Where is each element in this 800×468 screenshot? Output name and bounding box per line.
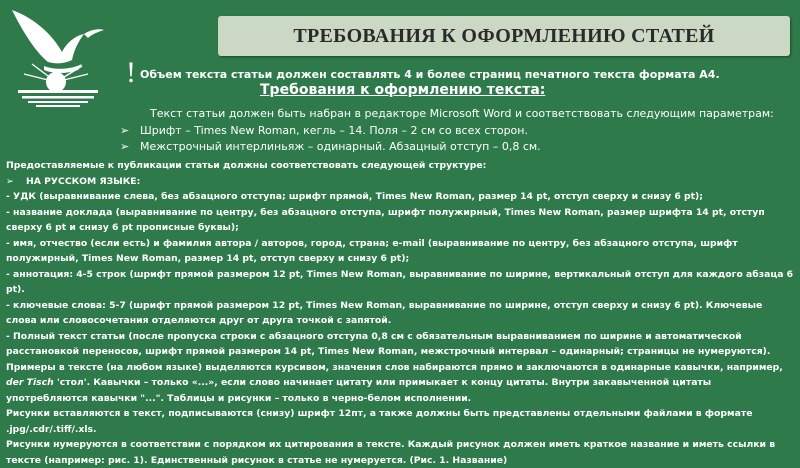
req-line-title: - название доклада (выравнивание по центру, без абзацного отступа, шрифт полужирный, Times New Roman, размер шрифта 14 pt, отступ сверху 6 pt и снизу 6 pt прописные буквы); [6,206,765,233]
formatting-subtitle: Требования к оформлению текста: [260,82,546,98]
volume-requirement: Объем текста статьи должен составлять 4 и более страниц печатного текста формата А4. [140,68,720,81]
arrow-bullet-icon: ➢ [120,124,130,137]
req-line-fulltext: - Полный текст статьи (после пропуска строки с абзацного отступа 0,8 см с обязательным выравниванием по ширине и автоматической расстановкой переносов, шрифт прямой размером 14 pt, Times New Roman, межстрочный интервал – одинарный; страницы не нумеруются). [6,330,771,357]
req-line-author: - имя, отчество (если есть) и фамилия автора / авторов, город, страна; e-mail (выравнивание по центру, без абзацного отступа, шрифт полужирный, Times New Roman, размер 14 pt, отступ сверху и снизу 6 pt); [6,237,738,264]
examples-text-b: 'стол'. Кавычки – только «...», если слово начинает цитату или примыкает к концу цитаты. Внутри закавыченной цитаты употребляются кавычки "...". Таблицы и рисунки – только в черно-белом исполнении. [6,377,712,404]
arrow-bullet-icon: ➢ [6,175,14,187]
req-line-udk: - УДК (выравнивание слева, без абзацного отступа; шрифт прямой, Times New Roman, размер 14 pt, отступ сверху и снизу 6 pt); [6,191,703,202]
intro-text: Текст статьи должен быть набран в редакторе Microsoft Word и соответствовать следующим параметрам: [150,107,774,120]
section-heading-text: НА РУССКОМ ЯЗЫКЕ: [26,175,141,187]
structure-intro: Предоставляемые к публикации статьи должны соответствовать следующей структуре: [6,160,487,171]
bullet-item-font [120,124,528,137]
bullet-text: Шрифт – Times New Roman, кегль – 14. Поля – 2 см со всех сторон. [140,124,528,137]
title-banner [218,16,790,56]
exclamation-icon: ! [126,56,136,89]
examples-text-a: Примеры в тексте (на любом языке) выделяются курсивом, значения слов набираются прямо и заключаются в одинарные кавычки, например, [6,361,783,373]
examples-paragraph [6,360,796,407]
stork-sun-logo [4,4,124,116]
examples-italic: der Tisch [6,377,54,388]
section-heading [6,174,796,190]
bullet-text: Межстрочный интерлиньяж – одинарный. Абзацный отступ – 0,8 см. [140,140,541,153]
figures-line-1: Рисунки вставляются в текст, подписываются (снизу) шрифт 12пт, а также должны быть представлены отдельными файлами в формате .jpg/.cdr/.tiff/.xls. [6,408,753,435]
req-line-abstract: - аннотация: 4-5 строк (шрифт прямой размером 12 pt, Times New Roman, выравнивание по ширине, вертикальный отступ для каждого абзаца 6 pt). [6,268,794,295]
arrow-bullet-icon: ➢ [120,140,130,153]
figures-line-2: Рисунки нумеруются в соответствии с порядком их цитирования в тексте. Каждый рисунок должен иметь краткое название и иметь ссылки в тексте (например: рис. 1). Единственный рисунок в статье не нумеруется. (Рис. 1. Название) [6,439,776,466]
structure-requirements [6,158,796,468]
page-title: ТРЕБОВАНИЯ К ОФОРМЛЕНИЮ СТАТЕЙ [293,24,715,47]
bullet-item-spacing [120,140,541,153]
req-line-keywords: - ключевые слова: 5-7 (шрифт прямой размером 12 pt, Times New Roman, выравнивание по ширине, отступ сверху и снизу 6 pt). Ключевые слова или словосочетания отделяются друг от друга точкой с запятой. [6,299,763,326]
